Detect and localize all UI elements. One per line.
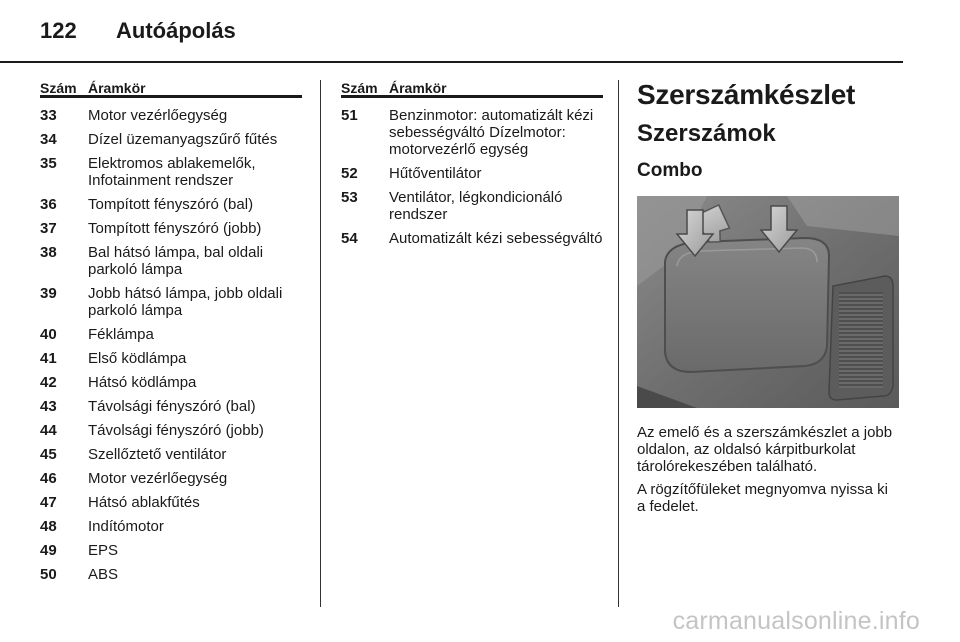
table-row (40, 220, 302, 237)
circuit-description: Hátsó ködlámpa (88, 374, 197, 391)
circuit-description: Jobb hátsó lámpa, jobb oldali parkoló lámpa (88, 285, 283, 319)
fuse-number: 43 (40, 398, 57, 415)
trunk-side-panel-photo (637, 196, 899, 408)
fuse-number: 54 (341, 230, 358, 247)
fuse-table-left (40, 80, 302, 583)
page-header (40, 18, 236, 48)
table-row (40, 244, 302, 278)
table-row (40, 155, 302, 189)
circuit-description: Távolsági fényszóró (bal) (88, 398, 256, 415)
table-rows (40, 98, 302, 583)
table-rows (341, 98, 603, 247)
circuit-description: Elektromos ablakemelők, Infotainment rendszer (88, 155, 256, 189)
fuse-number: 38 (40, 244, 57, 261)
circuit-description: Féklámpa (88, 326, 154, 343)
header-rule (0, 61, 903, 63)
fuse-number: 40 (40, 326, 57, 343)
fuse-number: 52 (341, 165, 358, 182)
section-title: Szerszámkészlet (637, 79, 856, 110)
chapter-title: Autóápolás (116, 18, 236, 43)
fuse-number: 33 (40, 107, 57, 124)
table-row (40, 542, 302, 559)
table-row (341, 107, 603, 158)
paragraph-location: Az emelő és a szerszámkészlet a jobb oldalon, az oldalsó kárpitburkolat tárolórekeszében található. (637, 424, 893, 475)
table-row (341, 189, 603, 223)
circuit-description: Benzinmotor: automatizált kézi sebességváltó Dízelmotor: motorvezérlő egység (389, 107, 594, 158)
col-header-circuit: Áramkör (389, 80, 447, 96)
table-row (40, 131, 302, 148)
col-header-number: Szám (40, 80, 77, 96)
table-row (40, 446, 302, 463)
table-row (40, 350, 302, 367)
paragraph-instruction: A rögzítőfüleket megnyomva nyissa ki a fedelet. (637, 481, 888, 515)
circuit-description: Motor vezérlőegység (88, 107, 228, 124)
fuse-number: 45 (40, 446, 57, 463)
table-row (40, 285, 302, 319)
circuit-description: Első ködlámpa (88, 350, 187, 367)
fuse-number: 42 (40, 374, 57, 391)
table-row (341, 230, 603, 247)
section-subtitle: Szerszámok (637, 120, 776, 147)
column-divider (618, 80, 619, 607)
fuse-number: 49 (40, 542, 57, 559)
watermark: carmanualsonline.info (672, 607, 920, 635)
circuit-description: Automatizált kézi sebességváltó (389, 230, 603, 247)
circuit-description: Tompított fényszóró (bal) (88, 196, 254, 213)
table-header (40, 80, 302, 98)
fuse-number: 36 (40, 196, 57, 213)
circuit-description: Szellőztető ventilátor (88, 446, 227, 463)
table-row (40, 518, 302, 535)
table-row (341, 165, 603, 182)
fuse-number: 44 (40, 422, 57, 439)
circuit-description: Távolsági fényszóró (jobb) (88, 422, 264, 439)
table-row (40, 494, 302, 511)
table-row (40, 107, 302, 124)
col-header-circuit: Áramkör (88, 80, 146, 96)
model-heading: Combo (637, 160, 703, 181)
fuse-number: 35 (40, 155, 57, 172)
fuse-number: 41 (40, 350, 57, 367)
page-number: 122 (40, 18, 77, 43)
table-header (341, 80, 603, 98)
table-row (40, 398, 302, 415)
fuse-number: 51 (341, 107, 358, 124)
fuse-table-right (341, 80, 603, 247)
circuit-description: Indítómotor (88, 518, 164, 535)
circuit-description: Hátsó ablakfűtés (88, 494, 200, 511)
circuit-description: Dízel üzemanyagszűrő fűtés (88, 131, 278, 148)
fuse-number: 37 (40, 220, 57, 237)
column-divider (320, 80, 321, 607)
table-row (40, 566, 302, 583)
table-row (40, 470, 302, 487)
circuit-description: Ventilátor, légkondicionáló rendszer (389, 189, 563, 223)
col-header-number: Szám (341, 80, 378, 96)
circuit-description: ABS (88, 566, 119, 583)
circuit-description: Motor vezérlőegység (88, 470, 228, 487)
circuit-description: Tompított fényszóró (jobb) (88, 220, 262, 237)
circuit-description: EPS (88, 542, 119, 559)
fuse-number: 53 (341, 189, 358, 206)
circuit-description: Hűtőventilátor (389, 165, 482, 182)
fuse-number: 46 (40, 470, 57, 487)
fuse-number: 50 (40, 566, 57, 583)
table-row (40, 422, 302, 439)
circuit-description: Bal hátsó lámpa, bal oldali parkoló lámpa (88, 244, 264, 278)
fuse-number: 34 (40, 131, 57, 148)
table-row (40, 374, 302, 391)
fuse-number: 48 (40, 518, 57, 535)
toolkit-section (637, 80, 899, 515)
fuse-number: 47 (40, 494, 57, 511)
table-row (40, 326, 302, 343)
table-row (40, 196, 302, 213)
fuse-number: 39 (40, 285, 57, 302)
